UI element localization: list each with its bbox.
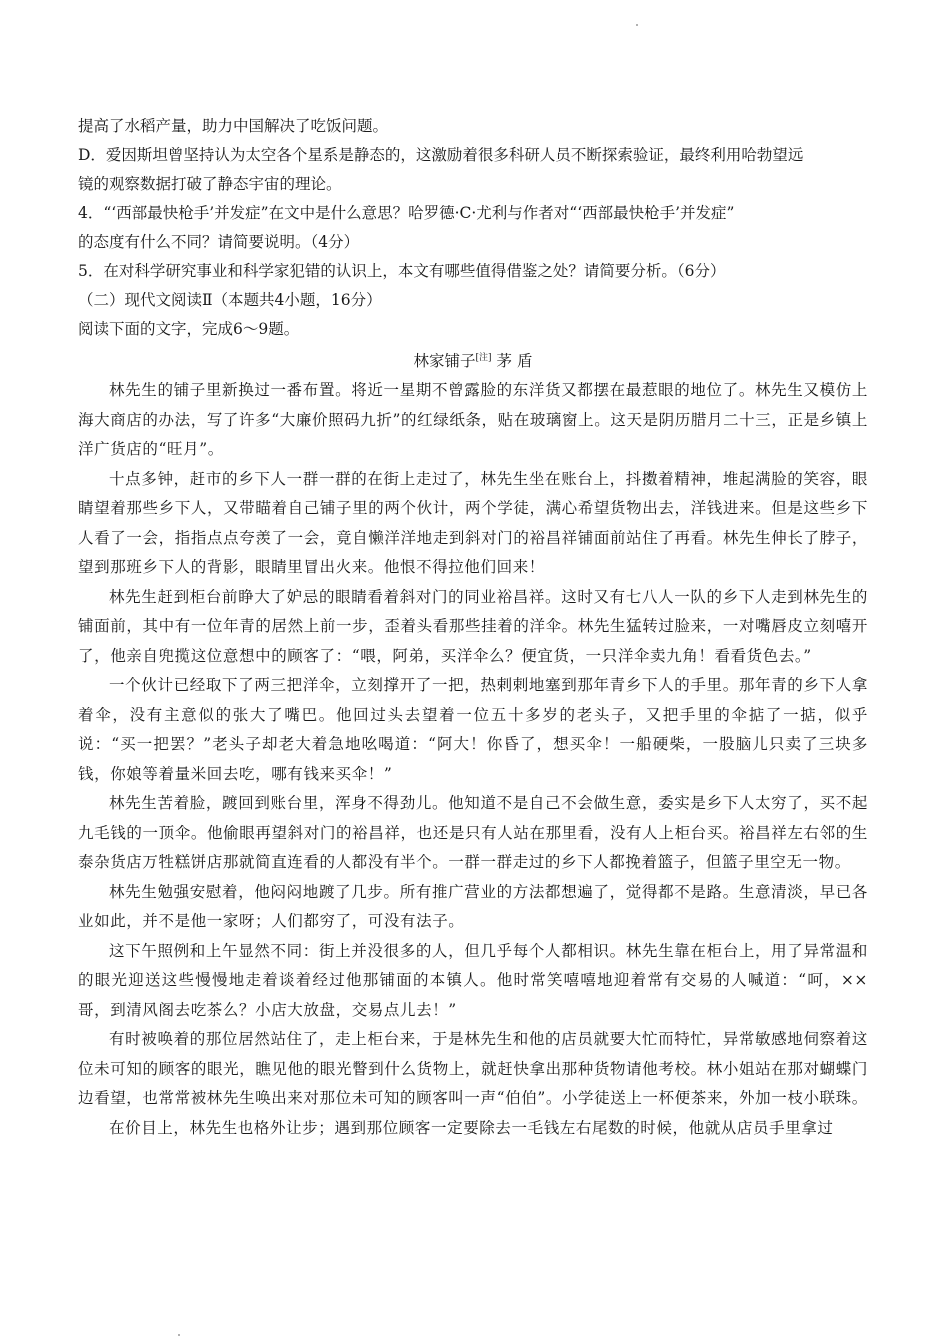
answer-option-d: D．爱因斯坦曾坚持认为太空各个星系是静态的，这激励着很多科研人员不断探索验证，最终利用哈勃望远: [78, 146, 804, 164]
scan-speck: [636, 24, 638, 26]
article-author: 茅 盾: [496, 352, 533, 370]
question-block: [78, 112, 868, 344]
question-5: 5．在对科学研究事业和科学家犯错的认识上，本文有哪些值得借鉴之处？请简要分析。（6分）: [78, 262, 726, 280]
article-paragraph: 林先生苦着脸，踱回到账台里，浑身不得劲儿。他知道不是自己不会做生意，委实是乡下人太穷了，买不起九毛钱的一顶伞。他偷眼再望斜对门的裕昌祥，也还是只有人站在那里看，没有人上柜台买。裕昌祥左右邻的生泰杂货店万牲糕饼店那就简直连看的人都没有半个。一群一群走过的乡下人都挽着篮子，但篮子里空无一物。: [78, 794, 868, 871]
footnote-marker: [注]: [475, 353, 492, 363]
article-paragraph: 十点多钟，赶市的乡下人一群一群的在街上走过了，林先生坐在账台上，抖擞着精神，堆起满脸的笑容，眼睛望着那些乡下人，又带瞄着自己铺子里的两个伙计，两个学徒，满心希望货物出去，洋钱进来。但是这些乡下人看了一会，指指点点夸羡了一会，竟自懒洋洋地走到斜对门的裕昌祥铺面前站住了再看。林先生伸长了脖子，望到那班乡下人的背影，眼睛里冒出火来。他恨不得拉他们回来！: [78, 469, 868, 576]
article-paragraph: 林先生的铺子里新换过一番布置。将近一星期不曾露脸的东洋货又都摆在最惹眼的地位了。林先生又模仿上海大商店的办法，写了许多“大廉价照码九折”的红绿纸条，贴在玻璃窗上。这天是阴历腊月二十三，正是乡镇上洋广货店的“旺月”。: [78, 381, 868, 458]
article-title: 林家铺子: [413, 352, 476, 370]
question-4-continuation: 的态度有什么不同？请简要说明。（4分）: [78, 233, 360, 251]
article-paragraph: 在价目上，林先生也格外让步；遇到那位顾客一定要除去一毛钱左右尾数的时候，他就从店员手里拿过: [109, 1118, 834, 1137]
article-paragraph: 有时被唤着的那位居然站住了，走上柜台来，于是林先生和他的店员就要大忙而特忙，异常敏感地伺察着这位未可知的顾客的眼光，瞧见他的眼光瞥到什么货物上，就赶快拿出那种货物请他考校。林小姐站在那对蝴蝶门边看望，也常常被林先生唤出来对那位未可知的顾客叫一声“伯伯”。小学徒送上一杯便茶来，外加一枝小联珠。: [78, 1030, 868, 1107]
reading-instruction: 阅读下面的文字，完成6～9题。: [78, 320, 300, 338]
article-title-line: [78, 344, 868, 376]
answer-option-d-continuation: 镜的观察数据打破了静态宇宙的理论。: [78, 175, 342, 193]
article-paragraph: 林先生赶到柜台前睁大了妒忌的眼睛看着斜对门的同业裕昌祥。这时又有七八人一队的乡下人走到林先生的铺面前，其中有一位年青的居然上前一步，歪着头看那些挂着的洋伞。林先生猛转过脸来，一对嘴唇皮立刻嘻开了，他亲自兜揽这位意想中的顾客了：“喂，阿弟，买洋伞么？便宜货，一只洋伞卖九角！看看货色去。”: [78, 587, 868, 665]
answer-option-continuation: 提高了水稻产量，助力中国解决了吃饭问题。: [78, 117, 389, 135]
article-paragraph: 一个伙计已经取下了两三把洋伞，立刻撑开了一把，热剌剌地塞到那年青乡下人的手里。那年青的乡下人拿着伞，没有主意似的张大了嘴巴。他回过头去望着一位五十多岁的老头子，又把手里的伞掂了一掂，似乎说：“买一把罢？”老头子却老大着急地吆喝道：“阿大！你昏了，想买伞！一船硬柴，一股脑儿只卖了三块多钱，你娘等着量米回去吃，哪有钱来买伞！”: [78, 676, 868, 783]
section-heading: （二）现代文阅读Ⅱ（本题共4小题，16分）: [78, 291, 382, 309]
document-page: [78, 112, 868, 1143]
article-paragraph: 林先生勉强安慰着，他闷闷地踱了几步。所有推广营业的方法都想遍了，觉得都不是路。生意清淡，早已各业如此，并不是他一家呀；人们都穷了，可没有法子。: [78, 882, 868, 930]
scan-speck: [178, 1334, 180, 1336]
article-paragraph: 这下午照例和上午显然不同：街上并没很多的人，但几乎每个人都相识。林先生靠在柜台上，用了异常温和的眼光迎送这些慢慢地走着谈着经过他那铺面的本镇人。他时常笑嘻嘻地迎着常有交易的人喊道：“呵，××哥，到清风阁去吃茶么？小店大放盘，交易点儿去！”: [78, 941, 868, 1019]
question-4: 4．“‘西部最快枪手’并发症”在文中是什么意思？哈罗德·C·尤利与作者对“‘西部最快枪手’并发症”: [78, 204, 735, 222]
article-body: [78, 376, 868, 1143]
